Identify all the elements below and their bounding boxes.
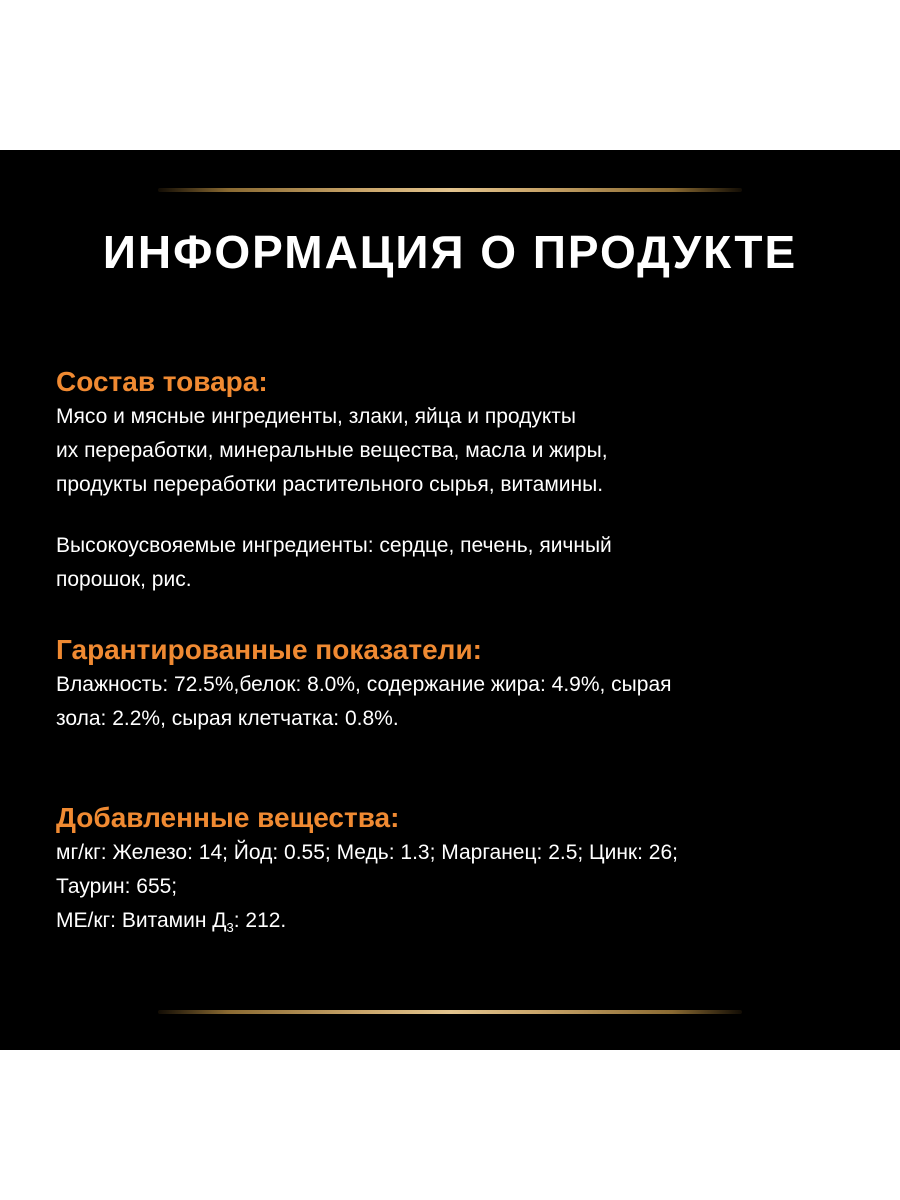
composition-line: Мясо и мясные ингредиенты, злаки, яйца и продукты (56, 405, 576, 428)
guaranteed-line: Влажность: 72.5%,белок: 8.0%, содержание жира: 4.9%, сырая (56, 673, 672, 696)
additives-section (56, 800, 856, 938)
digestible-ingredients-section (56, 529, 856, 597)
top-divider (158, 188, 742, 192)
guaranteed-analysis-section (56, 632, 856, 736)
composition-line: продукты переработки растительного сырья, витамины. (56, 473, 604, 496)
digestible-line: Высокоусвояемые ингредиенты: сердце, печень, яичный (56, 534, 612, 557)
additives-line: Таурин: 655; (56, 875, 178, 898)
product-info-panel (0, 150, 900, 1050)
additives-heading: Добавленные вещества: (56, 802, 400, 833)
bottom-divider (158, 1010, 742, 1014)
guaranteed-heading: Гарантированные показатели: (56, 634, 482, 665)
additives-vitamin-line (56, 904, 856, 938)
page-title: ИНФОРМАЦИЯ О ПРОДУКТЕ (102, 226, 798, 278)
guaranteed-line: зола: 2.2%, сырая клетчатка: 0.8%. (56, 707, 399, 730)
composition-section (56, 364, 856, 502)
digestible-line: порошок, рис. (56, 568, 192, 591)
vitamin-suffix: : 212. (233, 909, 287, 932)
vitamin-subscript: 3 (226, 920, 234, 935)
composition-line: их переработки, минеральные вещества, масла и жиры, (56, 439, 608, 462)
additives-line: мг/кг: Железо: 14; Йод: 0.55; Медь: 1.3; Марганец: 2.5; Цинк: 26; (56, 841, 678, 864)
vitamin-prefix: МЕ/кг: Витамин Д (56, 909, 227, 932)
composition-heading: Состав товара: (56, 366, 268, 397)
